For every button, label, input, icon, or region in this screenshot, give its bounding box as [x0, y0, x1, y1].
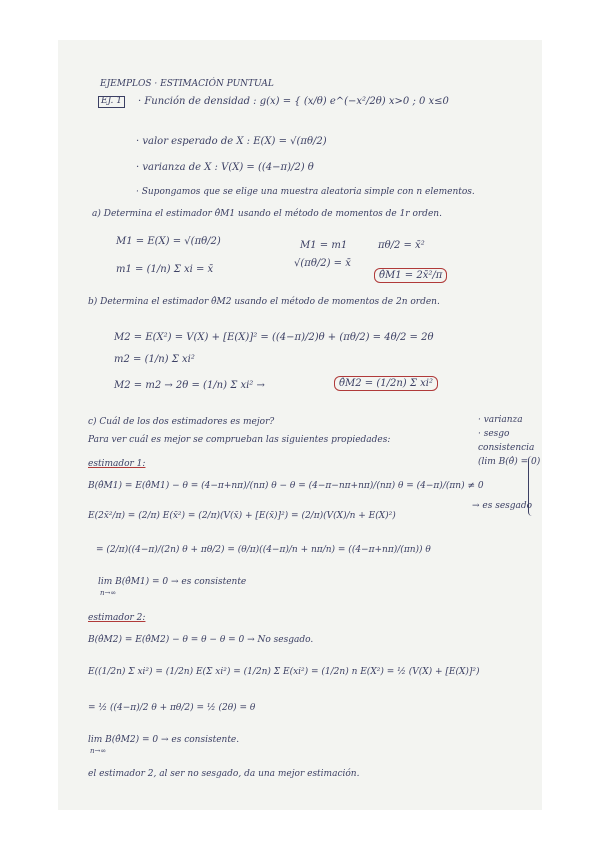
estimator-2-limit-sub: n→∞ [90, 747, 107, 755]
notebook-page [58, 40, 542, 810]
expected-value-line: · valor esperado de X : E(X) = √(πθ/2) [136, 136, 327, 147]
part-b-eq1: M2 = E(X²) = V(X) + [E(X)]² = ((4−π)/2)θ + (πθ/2) = 4θ/2 = 2θ [114, 332, 434, 343]
part-a-title: a) Determina el estimador θ̂M1 usando el método de momentos de 1r orden. [92, 209, 442, 219]
estimator-1-limit: lim B(θ̂M1) = 0 → es consistente [98, 577, 247, 587]
part-a-eq1: M1 = E(X) = √(πθ/2) [116, 236, 221, 247]
variance-line: · varianza de X : V(X) = ((4−π)/2) θ [136, 162, 314, 173]
property-bias: · sesgo [478, 429, 510, 439]
property-limit: (lim B(θ̂) = 0) [478, 457, 541, 467]
density-line: · Función de densidad : g(x) = { (x/θ) e^(−x²/2θ) x>0 ; 0 x≤0 [138, 96, 449, 107]
estimator-2-limit: lim B(θ̂M2) = 0 → es consistente. [88, 735, 240, 745]
example-label: EJ. 1 [98, 96, 125, 108]
estimator-1-expectation: E(2x̄²/π) = (2/π) E(x̄²) = (2/π)(V(x̄) + [E(x̄)]²) = (2/π)(V(X)/n + E(X)²) [88, 511, 396, 521]
part-c-text: Para ver cuál es mejor se comprueban las siguientes propiedades: [88, 435, 391, 445]
estimator-2-expectation-cont: = ½ ((4−π)/2 θ + πθ/2) = ½ (2θ) = θ [88, 703, 256, 713]
part-a-eq5: πθ/2 = x̄² [378, 240, 425, 251]
part-a-eq2: m1 = (1/n) Σ xi = x̄ [116, 264, 214, 275]
part-b-title: b) Determina el estimador θ̂M2 usando el método de momentos de 2n orden. [88, 297, 440, 307]
estimator-1-limit-sub: n→∞ [100, 589, 117, 597]
part-a-eq3: M1 = m1 [300, 240, 348, 251]
estimator-1-bias: B(θ̂M1) = E(θ̂M1) − θ = (4−π+nπ)/(nπ) θ − θ = (4−π−nπ+nπ)/(nπ) θ = (4−π)/(πn) ≠ 0 [88, 481, 484, 491]
estimator-2-expectation: E((1/2n) Σ xi²) = (1/2n) E(Σ xi²) = (1/2n) Σ E(xi²) = (1/2n) n E(X²) = ½ (V(X) + [E(X)]²) [88, 667, 480, 677]
estimator-2-title: estimador 2: [88, 613, 146, 623]
estimator-1-note: → es sesgado [472, 501, 533, 511]
estimator-1-expectation-cont: = (2/π)((4−π)/(2n) θ + πθ/2) = (θ/π)((4−π)/n + nπ/n) = ((4−π+nπ)/(πn)) θ [96, 545, 431, 555]
conclusion: el estimador 2, al ser no sesgado, da una mejor estimación. [88, 769, 360, 779]
part-b-eq2: m2 = (1/n) Σ xi² [114, 354, 195, 365]
part-b-result: θ̂M2 = (1/2n) Σ xi² [334, 376, 438, 391]
page-title: EJEMPLOS · ESTIMACIÓN PUNTUAL [100, 79, 274, 89]
part-a-result: θ̂M1 = 2x̄²/π [374, 268, 447, 283]
sample-line: · Supongamos que se elige una muestra aleatoria simple con n elementos. [136, 187, 475, 197]
part-a-eq4: √(πθ/2) = x̄ [294, 258, 351, 269]
property-variance: · varianza [478, 415, 523, 425]
estimator-1-title: estimador 1: [88, 459, 146, 469]
estimator-2-bias: B(θ̂M2) = E(θ̂M2) − θ = θ − θ = 0 → No sesgado. [88, 635, 314, 645]
part-b-eq3: M2 = m2 → 2θ = (1/n) Σ xi² → [114, 380, 265, 391]
property-consistency: consistencia [478, 443, 535, 453]
part-c-title: c) Cuál de los dos estimadores es mejor? [88, 417, 275, 427]
